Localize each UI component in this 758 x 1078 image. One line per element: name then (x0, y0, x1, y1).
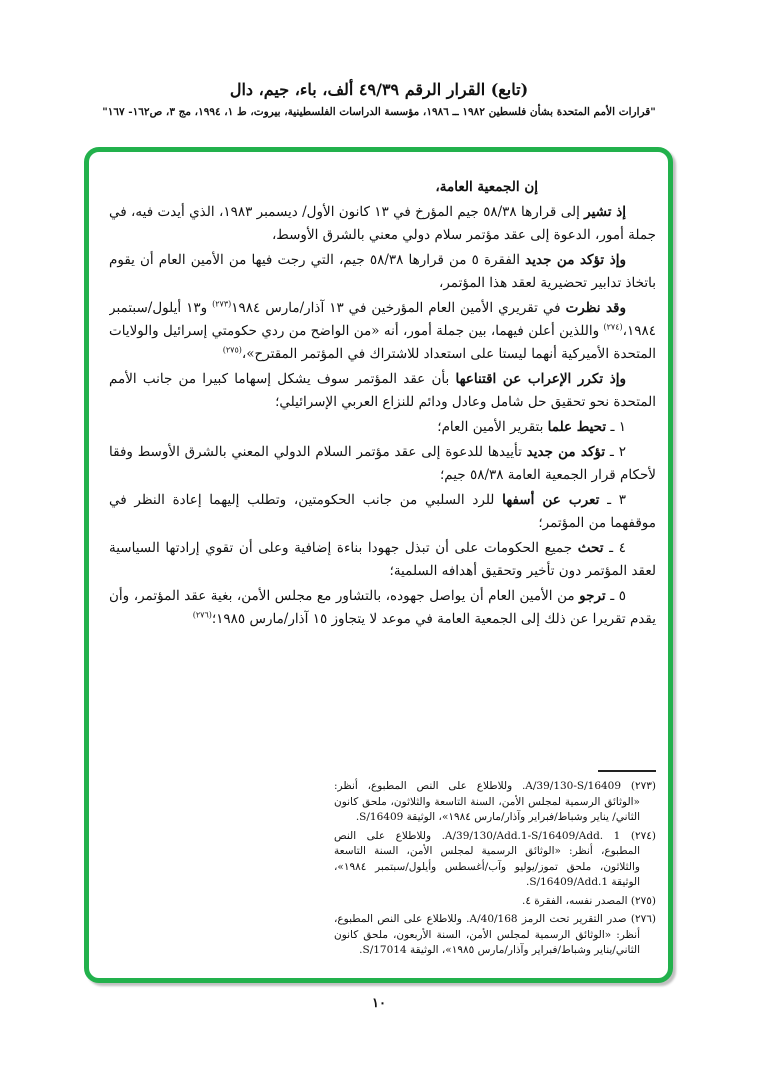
footnote-reference: (٢٧٤) (603, 322, 623, 332)
item-number: ٥ (618, 588, 626, 604)
source-citation: "قرارات الأمم المتحدة بشأن فلسطين ١٩٨٢ ــ ١٩٨٦، مؤسسة الدراسات الفلسطينية، بيروت، ط ١، ١٩٩٤، مج ٣، ص١٦٢- ١٦٧" (102, 106, 656, 118)
footnote-text: A/39/130/Add.1-S/16409/Add. 1. وللاطلاع على النص المطبوع، أنظر: «الوثائق الرسمية لمجلس الأمن، السنة التاسعة والثلاثون، ملحق تموز/يوليو وآب/أغسطس وأيلول/سبتمبر ١٩٨٤»، الوثيقة S/16409/Add.1. (334, 829, 640, 888)
footnote (334, 779, 656, 826)
footnote-text: A/39/130-S/16409. وللاطلاع على النص المطبوع، أنظر: «الوثائق الرسمية لمجلس الأمن، السنة التاسعة والثلاثون، ملحق كانون الثاني/ يناير وشباط/فبراير وآذار/مارس ١٩٨٤»، الوثيقة S/16409. (334, 780, 640, 823)
paragraph-lead: إذ تشير (584, 204, 626, 220)
resolution-numbered-item (109, 489, 656, 535)
footnote-reference: (٢٧٦) (192, 610, 212, 620)
item-lead: تؤكد من جديد (526, 444, 606, 460)
paragraph-text: بأن عقد المؤتمر سوف يشكل إسهاما كبيرا من جانب الأمم المتحدة نحو تحقيق حل شامل وعادل ودائم للنزاع العربي الإسرائيلي؛ (109, 371, 656, 410)
paragraph-lead: وإذ تؤكد من جديد (525, 252, 626, 268)
paragraph-text: في تقريري الأمين العام المؤرخين في ١٣ آذار/مارس ١٩٨٤ (231, 300, 561, 316)
page-title: (تابع) القرار الرقم ٤٩/٣٩ ألف، باء، جيم، دال (229, 80, 529, 99)
paragraph-text: إلى قرارها ٥٨/٣٨ جيم المؤرخ في ١٣ كانون الأول/ ديسمبر ١٩٨٣، الذي أيدت فيه، في جملة أمور، الدعوة إلى عقد مؤتمر سلام دولي معني بالشرق الأوسط، (109, 204, 656, 243)
footnotes-section (334, 770, 656, 962)
item-lead: تعرب عن أسفها (502, 492, 600, 508)
resolution-opener: إن الجمعية العامة، (435, 179, 538, 195)
resolution-paragraph (109, 368, 656, 414)
item-dash: ـ (610, 419, 615, 435)
footnote (334, 912, 656, 959)
item-number: ٣ (618, 492, 627, 508)
item-lead: تحث (577, 540, 604, 556)
resolution-numbered-item (109, 585, 656, 631)
paragraph-lead: وإذ تكرر الإعراب عن اقتناعها (455, 371, 626, 387)
footnote-text: المصدر نفسه، الفقرة ٤. (521, 894, 628, 907)
footnote (334, 894, 656, 910)
item-dash: ـ (607, 492, 612, 508)
item-dash: ـ (609, 444, 614, 460)
footnote-label: (٢٧٥) (630, 894, 656, 907)
footnote-reference: (٢٧٥) (222, 345, 242, 355)
item-dash: ـ (609, 540, 614, 556)
item-lead: تحيط علما (547, 419, 607, 435)
item-lead: ترجو (579, 588, 606, 604)
page-number: ١٠ (372, 996, 386, 1011)
item-text: للرد السلبي من جانب الحكومتين، وتطلب إليهما إعادة النظر في موقفهما من المؤتمر؛ (109, 492, 656, 531)
footnote-label: (٢٧٤) (630, 829, 656, 842)
item-dash: ـ (610, 588, 615, 604)
paragraph-text: واللذين أعلن فيهما، بين جملة أمور، أنه «من الواضح من ردي حكومتي إسرائيل والولايات المتحدة الأميركية أنهما ليستا على استعداد للاشتراك في المؤتمر المقترح»، (109, 323, 656, 362)
paragraph-text: الفقرة ٥ من قرارها ٥٨/٣٨ جيم، التي رجت فيها من الأمين العام أن يقوم باتخاذ تدابير تحضيرية لعقد هذا المؤتمر، (109, 252, 656, 291)
resolution-numbered-item (109, 537, 656, 583)
footnote-label: (٢٧٦) (630, 913, 656, 925)
item-number: ٤ (618, 540, 627, 556)
footnote-label: (٢٧٣) (630, 780, 656, 792)
footnote (334, 829, 656, 891)
item-text: بتقرير الأمين العام؛ (437, 419, 544, 435)
footnote-reference: (٢٧٣) (212, 299, 232, 309)
resolution-paragraph (109, 297, 656, 366)
item-number: ٢ (618, 444, 626, 460)
resolution-green-border-box (84, 147, 673, 983)
resolution-paragraph (109, 249, 656, 295)
footnote-text: صدر التقرير تحت الرمز A/40/168. وللاطلاع على النص المطبوع، أنظر: «الوثائق الرسمية لمجلس الأمن، السنة الأربعون، ملحق كانون الثاني/يناير وشباط/فبراير وآذار/مارس ١٩٨٥»، الوثيقة S/17014. (334, 913, 640, 956)
resolution-paragraph (109, 201, 656, 247)
item-number: ١ (618, 419, 626, 435)
item-text: من الأمين العام أن يواصل جهوده، بالتشاور مع مجلس الأمن، بغية عقد المؤتمر، وأن يقدم تقريرا عن ذلك إلى الجمعية العامة في موعد لا يتجاوز ١٥ آذار/مارس ١٩٨٥؛ (109, 588, 656, 627)
resolution-numbered-item (109, 416, 656, 439)
item-text: تأييدها للدعوة إلى عقد مؤتمر السلام الدولي المعني بالشرق الأوسط وفقا لأحكام قرار الجمعية العامة ٥٨/٣٨ جيم؛ (109, 444, 656, 483)
footnote-separator-rule (598, 770, 656, 772)
resolution-body (109, 176, 656, 633)
item-text: جميع الحكومات على أن تبذل جهودا بناءة إضافية وعلى أن تقوي إرادتها السياسية لعقد المؤتمر دون تأخير وتحقيق أهدافه السلمية؛ (109, 540, 656, 579)
paragraph-text: و١٣ أيلول/سبتمبر ١٩٨٤، (109, 300, 656, 339)
paragraph-lead: وقد نظرت (565, 300, 627, 316)
resolution-numbered-item (109, 441, 656, 487)
